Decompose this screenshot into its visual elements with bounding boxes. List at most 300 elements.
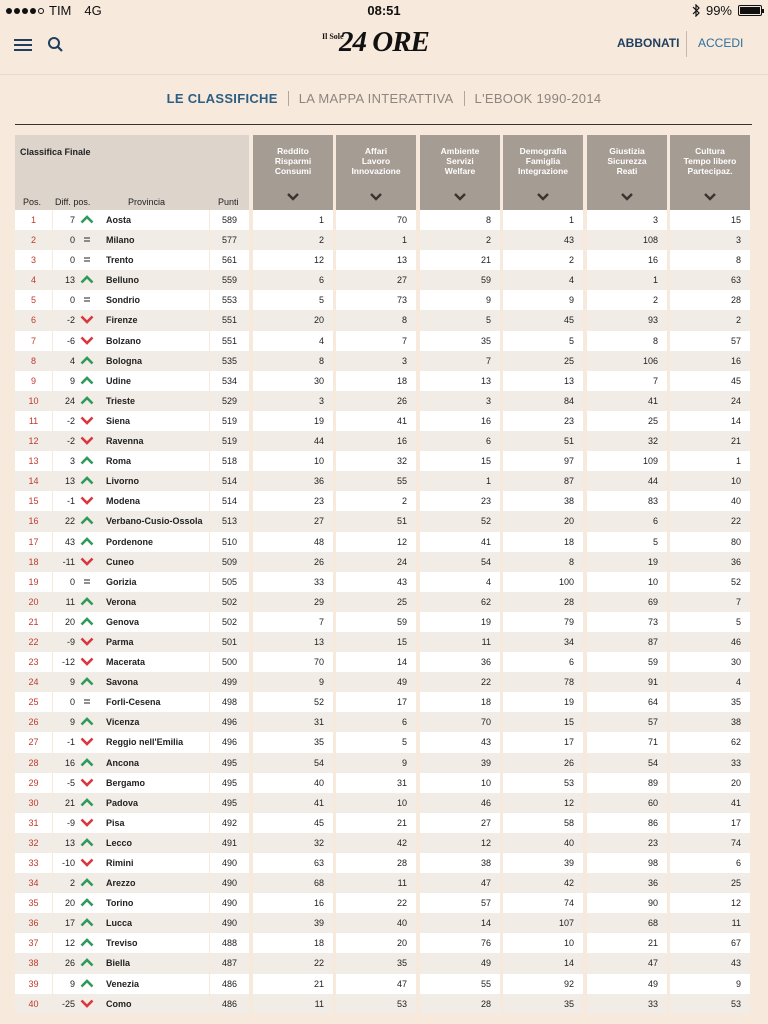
cell-demografia: 23 [503,411,583,431]
cell-affari: 53 [336,994,416,1014]
cell-affari: 22 [336,893,416,913]
table-row[interactable] [15,270,752,290]
cell-trend [77,893,99,913]
col-header-punti[interactable]: Punti [218,197,239,207]
cell-reddito: 22 [253,953,333,973]
cell-trend [77,793,99,813]
cell-punti: 518 [210,451,249,471]
table-row[interactable] [15,411,752,431]
table-row[interactable] [15,290,752,310]
table-row[interactable] [15,632,752,652]
table-row[interactable] [15,933,752,953]
cell-punti: 486 [210,994,249,1014]
cell-cultura: 15 [670,210,750,230]
cell-ambiente: 70 [420,712,500,732]
cell-punti: 535 [210,351,249,371]
table-row[interactable] [15,250,752,270]
cell-trend [77,471,99,491]
cell-cultura: 11 [670,913,750,933]
category-label [420,146,500,176]
cell-cultura: 12 [670,893,750,913]
cell-demografia: 53 [503,773,583,793]
hamburger-menu-icon[interactable] [14,39,32,52]
cell-pos: 24 [15,672,52,692]
cell-punti: 589 [210,210,249,230]
cell-affari: 2 [336,491,416,511]
cell-provincia: Gorizia [99,572,209,592]
cell-ambiente: 7 [420,351,500,371]
cell-demografia: 17 [503,732,583,752]
cell-ambiente: 35 [420,331,500,351]
cell-diff: 24 [53,391,77,411]
cell-diff: -2 [53,411,77,431]
cell-diff: 9 [53,712,77,732]
cell-trend [77,371,99,391]
tab-mappa-interattiva[interactable]: LA MAPPA INTERATTIVA [298,90,454,106]
cell-cultura: 4 [670,672,750,692]
cell-punti: 553 [210,290,249,310]
tab-le-classifiche[interactable]: LE CLASSIFICHE [166,90,278,106]
cell-pos: 27 [15,732,52,752]
cell-pos: 32 [15,833,52,853]
table-row[interactable] [15,451,752,471]
cell-trend [77,270,99,290]
cell-reddito: 39 [253,913,333,933]
cell-diff: -11 [53,552,77,572]
cell-demografia: 8 [503,552,583,572]
cell-cultura: 45 [670,371,750,391]
cell-ambiente: 76 [420,933,500,953]
cell-reddito: 45 [253,813,333,833]
cell-diff: 0 [53,572,77,592]
cell-cultura: 52 [670,572,750,592]
cell-reddito: 11 [253,994,333,1014]
cell-giustizia: 2 [587,290,667,310]
category-header-giustizia[interactable] [587,135,667,210]
cell-affari: 13 [336,250,416,270]
cell-cultura: 7 [670,592,750,612]
cell-punti: 486 [210,974,249,994]
cell-trend [77,612,99,632]
cell-trend [77,310,99,330]
table-row[interactable] [15,572,752,592]
cell-demografia: 87 [503,471,583,491]
cell-punti: 561 [210,250,249,270]
table-row[interactable] [15,753,752,773]
cell-punti: 490 [210,913,249,933]
cell-diff: -12 [53,652,77,672]
table-row[interactable] [15,491,752,511]
category-label-line: Sicurezza [607,156,647,166]
cell-cultura: 67 [670,933,750,953]
cell-trend [77,913,99,933]
cell-punti: 551 [210,331,249,351]
category-label-line: Demografia [519,146,567,156]
cell-ambiente: 18 [420,692,500,712]
cell-cultura: 6 [670,853,750,873]
cell-giustizia: 60 [587,793,667,813]
cell-pos: 23 [15,652,52,672]
cell-pos: 12 [15,431,52,451]
chevron-down-icon[interactable] [454,193,466,201]
cell-cultura: 43 [670,953,750,973]
cell-demografia: 97 [503,451,583,471]
table-row[interactable] [15,351,752,371]
cell-affari: 55 [336,471,416,491]
table-row[interactable] [15,833,752,853]
table-row[interactable] [15,853,752,873]
cell-ambiente: 4 [420,572,500,592]
cell-pos: 7 [15,331,52,351]
chevron-down-icon[interactable] [370,193,382,201]
cell-provincia: Milano [99,230,209,250]
cell-punti: 509 [210,552,249,572]
cell-diff: -2 [53,431,77,451]
cell-pos: 39 [15,974,52,994]
cell-pos: 14 [15,471,52,491]
chevron-down-icon[interactable] [287,193,299,201]
cell-affari: 21 [336,813,416,833]
col-header-provincia[interactable]: Provincia [128,197,166,207]
cell-giustizia: 64 [587,692,667,712]
table-row[interactable] [15,391,752,411]
cell-provincia: Biella [99,953,209,973]
table-row[interactable] [15,793,752,813]
cell-diff: 21 [53,793,77,813]
cell-punti: 505 [210,572,249,592]
cell-ambiente: 59 [420,270,500,290]
cell-reddito: 1 [253,210,333,230]
cell-reddito: 31 [253,712,333,732]
cell-reddito: 52 [253,692,333,712]
cell-cultura: 21 [670,431,750,451]
cell-affari: 6 [336,712,416,732]
cell-demografia: 2 [503,250,583,270]
search-icon[interactable] [47,36,65,54]
cell-demografia: 10 [503,933,583,953]
cell-giustizia: 21 [587,933,667,953]
cell-trend [77,853,99,873]
cell-pos: 11 [15,411,52,431]
cell-giustizia: 69 [587,592,667,612]
cell-provincia: Verbano-Cusio-Ossola [99,511,209,531]
cell-cultura: 5 [670,612,750,632]
table-row[interactable] [15,712,752,732]
cell-ambiente: 2 [420,230,500,250]
table-row[interactable] [15,953,752,973]
cell-affari: 35 [336,953,416,973]
cell-reddito: 4 [253,331,333,351]
cell-pos: 34 [15,873,52,893]
category-label-line: Affari [364,146,388,156]
table-row[interactable] [15,592,752,612]
category-label-line: Reddito [277,146,309,156]
cell-demografia: 15 [503,712,583,732]
table-row[interactable] [15,331,752,351]
cell-pos: 31 [15,813,52,833]
cell-reddito: 33 [253,572,333,592]
cell-diff: 0 [53,230,77,250]
logo[interactable] [322,28,432,62]
cell-provincia: Cuneo [99,552,209,572]
cell-trend [77,732,99,752]
table-row[interactable] [15,652,752,672]
cell-ambiente: 46 [420,793,500,813]
cell-reddito: 3 [253,391,333,411]
cell-diff: 16 [53,753,77,773]
cell-reddito: 27 [253,511,333,531]
cell-punti: 510 [210,532,249,552]
cell-affari: 24 [336,552,416,572]
cell-reddito: 35 [253,732,333,752]
cell-provincia: Savona [99,672,209,692]
cell-affari: 41 [336,411,416,431]
cell-punti: 499 [210,672,249,692]
cell-affari: 51 [336,511,416,531]
top-nav [0,22,768,74]
cell-giustizia: 108 [587,230,667,250]
cell-punti: 519 [210,431,249,451]
cell-demografia: 51 [503,431,583,451]
chevron-down-icon[interactable] [537,193,549,201]
chevron-down-icon[interactable] [704,193,716,201]
col-header-pos[interactable]: Pos. [23,197,42,207]
table-row[interactable] [15,913,752,933]
cell-reddito: 2 [253,230,333,250]
table-row[interactable] [15,732,752,752]
cell-giustizia: 89 [587,773,667,793]
cell-affari: 27 [336,270,416,290]
category-label-line: Cultura [695,146,725,156]
cell-affari: 42 [336,833,416,853]
cell-giustizia: 73 [587,612,667,632]
cell-demografia: 26 [503,753,583,773]
cell-pos: 8 [15,351,52,371]
category-label-line: Giustizia [609,146,645,156]
table-row[interactable] [15,210,752,230]
tab-separator [464,91,465,106]
table-row[interactable] [15,974,752,994]
tab-ebook[interactable]: L'EBOOK 1990-2014 [474,90,602,106]
cell-provincia: Vicenza [99,712,209,732]
cell-cultura: 80 [670,532,750,552]
cell-cultura: 3 [670,230,750,250]
cell-reddito: 23 [253,491,333,511]
cell-demografia: 9 [503,290,583,310]
category-label-line: Innovazione [351,166,401,176]
cell-affari: 20 [336,933,416,953]
cell-pos: 2 [15,230,52,250]
cell-ambiente: 19 [420,612,500,632]
cell-diff: -9 [53,813,77,833]
cell-ambiente: 16 [420,411,500,431]
cell-punti: 490 [210,853,249,873]
cell-provincia: Reggio nell'Emilia [99,732,209,752]
cell-diff: 3 [53,451,77,471]
cell-provincia: Macerata [99,652,209,672]
cell-giustizia: 71 [587,732,667,752]
cell-provincia: Bolzano [99,331,209,351]
table-row[interactable] [15,813,752,833]
cell-punti: 496 [210,712,249,732]
cell-provincia: Treviso [99,933,209,953]
cell-trend [77,672,99,692]
cell-affari: 47 [336,974,416,994]
category-header-ambiente[interactable] [420,135,500,210]
category-label [587,146,667,176]
cell-diff: 9 [53,371,77,391]
cell-diff: -9 [53,632,77,652]
table-row[interactable] [15,310,752,330]
cell-diff: -1 [53,491,77,511]
cell-affari: 32 [336,451,416,471]
cell-pos: 15 [15,491,52,511]
table-row[interactable] [15,371,752,391]
cell-affari: 49 [336,672,416,692]
cell-affari: 7 [336,331,416,351]
cell-giustizia: 98 [587,853,667,873]
table-row[interactable] [15,692,752,712]
table-row[interactable] [15,873,752,893]
cell-provincia: Torino [99,893,209,913]
table-row[interactable] [15,773,752,793]
cell-affari: 3 [336,351,416,371]
cell-trend [77,351,99,371]
cell-reddito: 18 [253,933,333,953]
cell-affari: 17 [336,692,416,712]
category-header-cultura[interactable] [670,135,750,210]
cell-giustizia: 10 [587,572,667,592]
table-row[interactable] [15,532,752,552]
cell-demografia: 84 [503,391,583,411]
nav-divider-line [0,74,768,75]
status-bar [0,0,768,22]
cell-trend [77,210,99,230]
abbonati-link[interactable]: ABBONATI [617,36,680,50]
cell-ambiente: 43 [420,732,500,752]
category-label-line: Partecipaz. [687,166,733,176]
cell-giustizia: 93 [587,310,667,330]
cell-ambiente: 12 [420,833,500,853]
cell-pos: 26 [15,712,52,732]
cell-diff: 12 [53,933,77,953]
cell-pos: 17 [15,532,52,552]
cell-demografia: 25 [503,351,583,371]
cell-pos: 22 [15,632,52,652]
cell-punti: 487 [210,953,249,973]
cell-trend [77,873,99,893]
cell-pos: 13 [15,451,52,471]
cell-ambiente: 36 [420,652,500,672]
cell-reddito: 19 [253,411,333,431]
cell-cultura: 38 [670,712,750,732]
table-row[interactable] [15,994,752,1014]
table-row[interactable] [15,511,752,531]
category-header-affari[interactable] [336,135,416,210]
cell-provincia: Bologna [99,351,209,371]
cell-pos: 25 [15,692,52,712]
cell-diff: 13 [53,833,77,853]
cell-affari: 14 [336,652,416,672]
cell-trend [77,712,99,732]
cell-diff: 20 [53,612,77,632]
category-header-reddito[interactable] [253,135,333,210]
cell-affari: 70 [336,210,416,230]
cell-reddito: 20 [253,310,333,330]
cell-reddito: 63 [253,853,333,873]
cell-pos: 6 [15,310,52,330]
cell-punti: 559 [210,270,249,290]
cell-ambiente: 22 [420,672,500,692]
cell-giustizia: 57 [587,712,667,732]
cell-provincia: Modena [99,491,209,511]
table-row[interactable] [15,552,752,572]
cell-diff: 7 [53,210,77,230]
cell-provincia: Trieste [99,391,209,411]
cell-giustizia: 59 [587,652,667,672]
cell-giustizia: 87 [587,632,667,652]
category-label [503,146,583,176]
cell-ambiente: 49 [420,953,500,973]
cell-ambiente: 14 [420,913,500,933]
table-row[interactable] [15,230,752,250]
cell-pos: 37 [15,933,52,953]
cell-punti: 495 [210,753,249,773]
category-label [253,146,333,176]
cell-ambiente: 62 [420,592,500,612]
cell-diff: 9 [53,974,77,994]
category-label-line: Consumi [274,166,312,176]
table-row[interactable] [15,431,752,451]
category-header-demografia[interactable] [503,135,583,210]
battery-percent: 99% [705,3,732,18]
cell-ambiente: 41 [420,532,500,552]
cell-pos: 16 [15,511,52,531]
cell-ambiente: 1 [420,471,500,491]
table-row[interactable] [15,893,752,913]
cell-diff: 43 [53,532,77,552]
cell-pos: 29 [15,773,52,793]
cell-cultura: 41 [670,793,750,813]
cell-trend [77,451,99,471]
cell-affari: 28 [336,853,416,873]
chevron-down-icon[interactable] [621,193,633,201]
cell-trend [77,692,99,712]
cell-cultura: 62 [670,732,750,752]
cell-giustizia: 49 [587,974,667,994]
cell-giustizia: 23 [587,833,667,853]
col-header-diff[interactable]: Diff. pos. [55,197,91,207]
category-label-line: Servizi [446,156,474,166]
cell-demografia: 12 [503,793,583,813]
cell-punti: 502 [210,612,249,632]
cell-giustizia: 47 [587,953,667,973]
cell-ambiente: 38 [420,853,500,873]
cell-demografia: 13 [503,371,583,391]
cell-affari: 16 [336,431,416,451]
cell-demografia: 43 [503,230,583,250]
cell-reddito: 16 [253,893,333,913]
cell-punti: 490 [210,873,249,893]
cell-demografia: 34 [503,632,583,652]
table-row[interactable] [15,612,752,632]
accedi-link[interactable]: ACCEDI [698,36,744,50]
cell-cultura: 20 [670,773,750,793]
table-row[interactable] [15,471,752,491]
table-row[interactable] [15,672,752,692]
cell-diff: -2 [53,310,77,330]
cell-giustizia: 36 [587,873,667,893]
